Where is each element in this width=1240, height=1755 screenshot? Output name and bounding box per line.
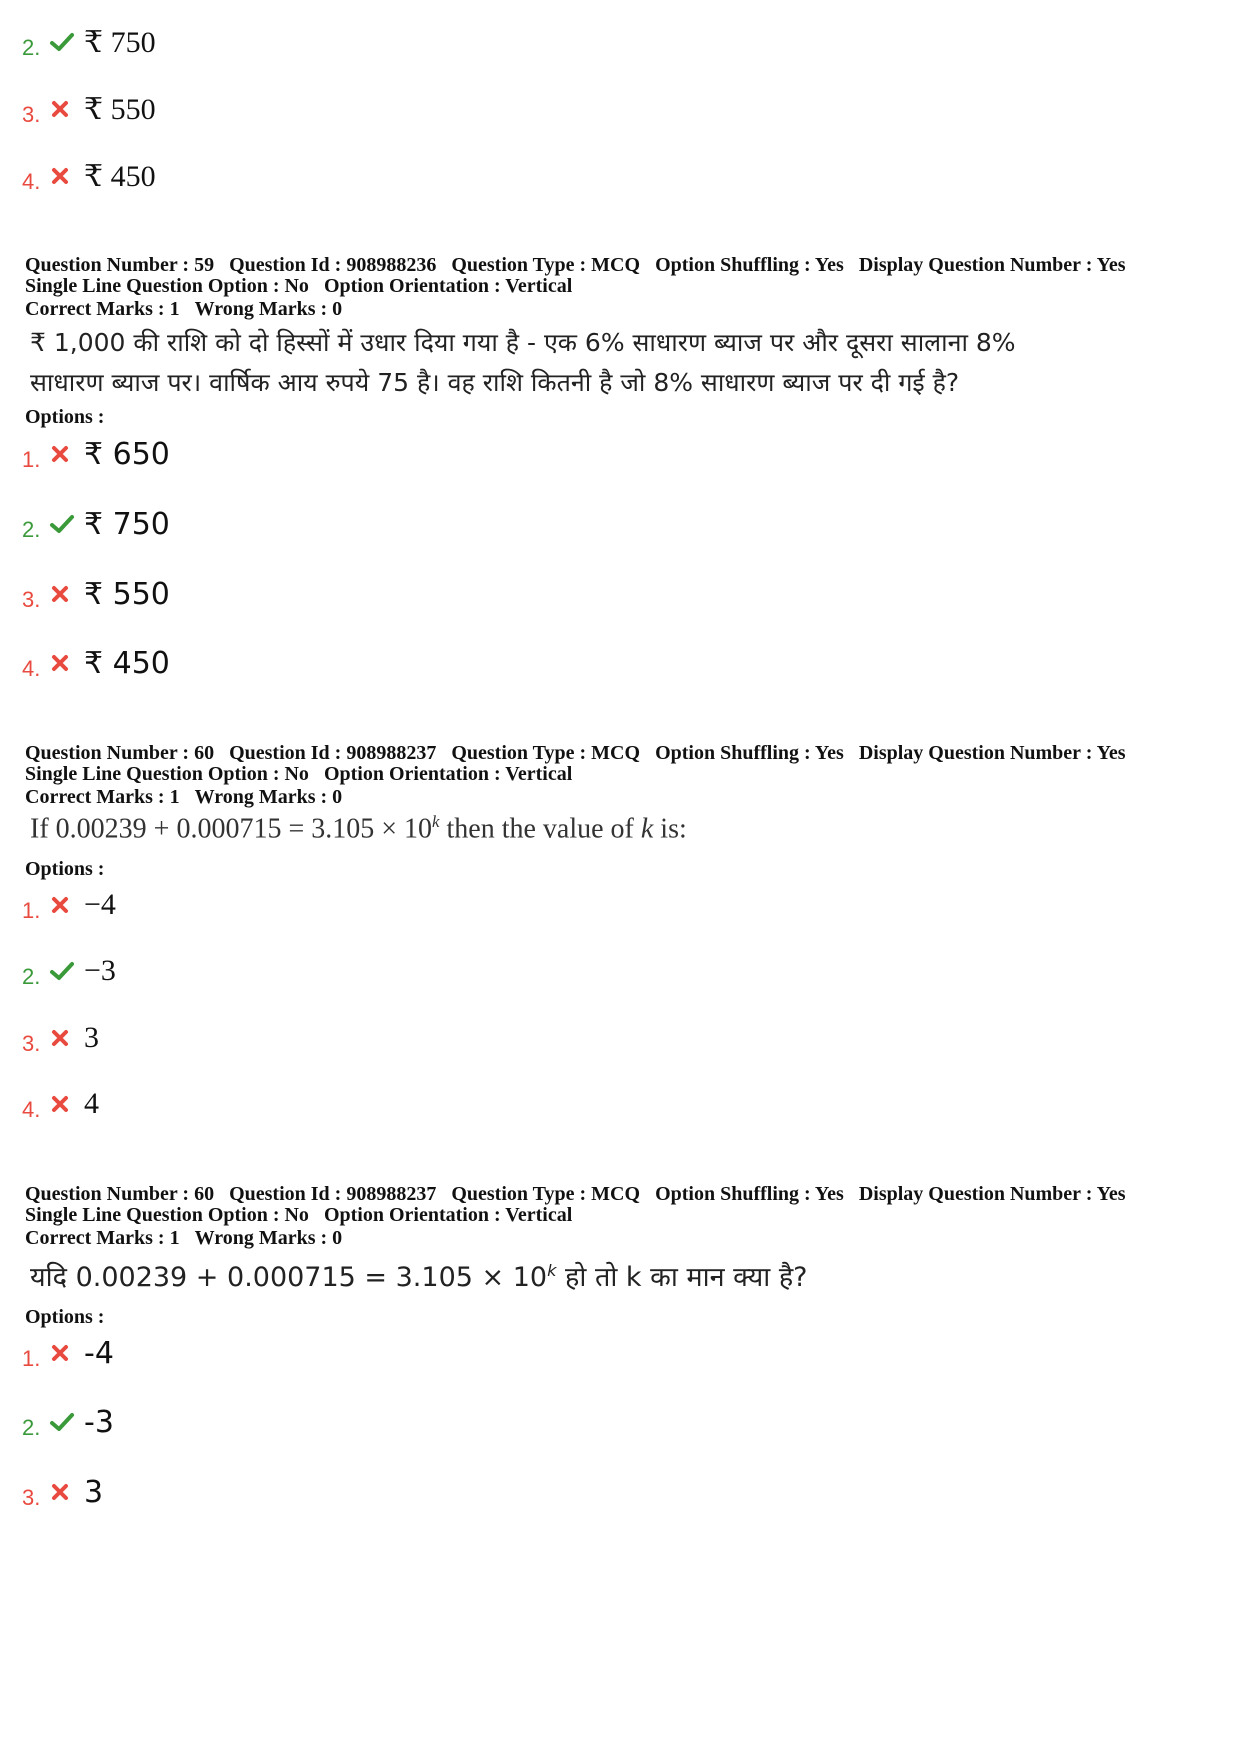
option-number: 2. bbox=[22, 517, 41, 542]
question-text-part: If 0.00239 + 0.000715 = 3.105 × 10 bbox=[30, 813, 433, 845]
marks-line bbox=[25, 298, 342, 321]
question-number: Question Number : 59 bbox=[25, 254, 215, 276]
option-number: 4. bbox=[22, 656, 41, 681]
option-row bbox=[22, 87, 156, 131]
option-row bbox=[22, 572, 170, 616]
cross-icon bbox=[50, 891, 84, 919]
single-line-question-option: Single Line Question Option : No bbox=[25, 275, 309, 297]
cross-icon bbox=[50, 1090, 84, 1118]
option-number: 2. bbox=[22, 1415, 41, 1440]
option-number: 3. bbox=[22, 1031, 41, 1056]
marks-line bbox=[25, 1227, 342, 1250]
option-text: -3 bbox=[84, 1404, 114, 1440]
question-type: Question Type : MCQ bbox=[451, 1183, 641, 1205]
question-text bbox=[30, 812, 687, 845]
cross-icon bbox=[50, 1024, 84, 1052]
check-icon bbox=[50, 28, 84, 56]
option-row bbox=[22, 1400, 114, 1444]
option-row bbox=[22, 949, 116, 993]
option-row bbox=[22, 1331, 114, 1375]
question-metadata bbox=[25, 1184, 1225, 1226]
option-text: ₹ 650 bbox=[84, 436, 170, 472]
option-orientation: Option Orientation : Vertical bbox=[323, 763, 573, 785]
option-number: 4. bbox=[22, 169, 41, 194]
option-row bbox=[22, 432, 170, 476]
options-label: Options : bbox=[25, 858, 105, 880]
option-text: 4 bbox=[84, 1087, 99, 1120]
option-shuffling: Option Shuffling : Yes bbox=[655, 742, 844, 764]
cross-icon bbox=[50, 1339, 84, 1367]
cross-icon bbox=[50, 440, 84, 468]
marks-line bbox=[25, 786, 342, 809]
single-line-question-option: Single Line Question Option : No bbox=[25, 1204, 309, 1226]
question-id: Question Id : 908988236 bbox=[229, 254, 437, 276]
question-text bbox=[30, 1257, 1230, 1294]
options-label: Options : bbox=[25, 406, 105, 428]
option-number: 1. bbox=[22, 1346, 41, 1371]
option-row bbox=[22, 1016, 99, 1060]
cross-icon bbox=[50, 649, 84, 677]
correct-marks: Correct Marks : 1 bbox=[25, 786, 180, 808]
question-number: Question Number : 60 bbox=[25, 1183, 215, 1205]
question-text bbox=[30, 325, 1230, 399]
options-label: Options : bbox=[25, 1306, 105, 1328]
cross-icon bbox=[50, 95, 84, 123]
question-text-line: साधारण ब्याज पर। वार्षिक आय रुपये 75 है। वह राशि कितनी है जो 8% साधारण ब्याज पर दी गई है? bbox=[30, 368, 960, 397]
question-text-line: ₹ 1,000 की राशि को दो हिस्सों में उधार दिया गया है - एक 6% साधारण ब्याज पर और दूसरा सालाना 8% bbox=[30, 328, 1016, 357]
question-type: Question Type : MCQ bbox=[451, 742, 641, 764]
check-icon bbox=[50, 957, 84, 985]
cross-icon bbox=[50, 162, 84, 190]
check-icon bbox=[50, 510, 84, 538]
option-row bbox=[22, 1470, 103, 1514]
wrong-marks: Wrong Marks : 0 bbox=[194, 1227, 343, 1249]
exponent: k bbox=[432, 812, 440, 831]
option-text: 3 bbox=[84, 1474, 104, 1510]
option-row bbox=[22, 20, 156, 64]
option-number: 2. bbox=[22, 964, 41, 989]
option-text: ₹ 750 bbox=[84, 25, 156, 59]
option-text: ₹ 550 bbox=[84, 576, 170, 612]
option-text: −3 bbox=[84, 954, 116, 987]
option-number: 1. bbox=[22, 447, 41, 472]
option-text: ₹ 750 bbox=[84, 506, 170, 542]
option-row bbox=[22, 883, 116, 927]
display-question-number: Display Question Number : Yes bbox=[858, 742, 1126, 764]
question-type: Question Type : MCQ bbox=[451, 254, 641, 276]
option-number: 3. bbox=[22, 1485, 41, 1510]
wrong-marks: Wrong Marks : 0 bbox=[194, 786, 343, 808]
option-row bbox=[22, 1082, 99, 1126]
option-orientation: Option Orientation : Vertical bbox=[323, 275, 573, 297]
option-text: ₹ 450 bbox=[84, 645, 170, 681]
option-row bbox=[22, 641, 170, 685]
option-text: −4 bbox=[84, 888, 116, 921]
option-text: -4 bbox=[84, 1335, 114, 1371]
correct-marks: Correct Marks : 1 bbox=[25, 298, 180, 320]
single-line-question-option: Single Line Question Option : No bbox=[25, 763, 309, 785]
question-number: Question Number : 60 bbox=[25, 742, 215, 764]
question-metadata bbox=[25, 743, 1225, 785]
option-number: 3. bbox=[22, 587, 41, 612]
question-id: Question Id : 908988237 bbox=[229, 742, 437, 764]
wrong-marks: Wrong Marks : 0 bbox=[194, 298, 343, 320]
display-question-number: Display Question Number : Yes bbox=[858, 254, 1126, 276]
option-row bbox=[22, 502, 170, 546]
check-icon bbox=[50, 1408, 84, 1436]
option-text: 3 bbox=[84, 1021, 99, 1054]
option-text: ₹ 550 bbox=[84, 92, 156, 126]
option-number: 2. bbox=[22, 35, 41, 60]
question-metadata bbox=[25, 255, 1225, 297]
question-text-part: then the value of bbox=[439, 813, 641, 845]
cross-icon bbox=[50, 1478, 84, 1506]
option-number: 4. bbox=[22, 1097, 41, 1122]
cross-icon bbox=[50, 580, 84, 608]
exponent: k bbox=[547, 1261, 557, 1280]
variable: k bbox=[640, 813, 654, 845]
option-shuffling: Option Shuffling : Yes bbox=[655, 1183, 844, 1205]
option-number: 1. bbox=[22, 898, 41, 923]
display-question-number: Display Question Number : Yes bbox=[858, 1183, 1126, 1205]
option-number: 3. bbox=[22, 102, 41, 127]
correct-marks: Correct Marks : 1 bbox=[25, 1227, 180, 1249]
question-id: Question Id : 908988237 bbox=[229, 1183, 437, 1205]
option-orientation: Option Orientation : Vertical bbox=[323, 1204, 573, 1226]
option-row bbox=[22, 154, 156, 198]
question-text-part: is: bbox=[653, 813, 687, 845]
option-shuffling: Option Shuffling : Yes bbox=[655, 254, 844, 276]
option-text: ₹ 450 bbox=[84, 159, 156, 193]
question-text-part: यदि 0.00239 + 0.000715 = 3.105 × 10 bbox=[30, 1262, 548, 1293]
question-text-part: हो तो k का मान क्या है? bbox=[556, 1262, 808, 1293]
